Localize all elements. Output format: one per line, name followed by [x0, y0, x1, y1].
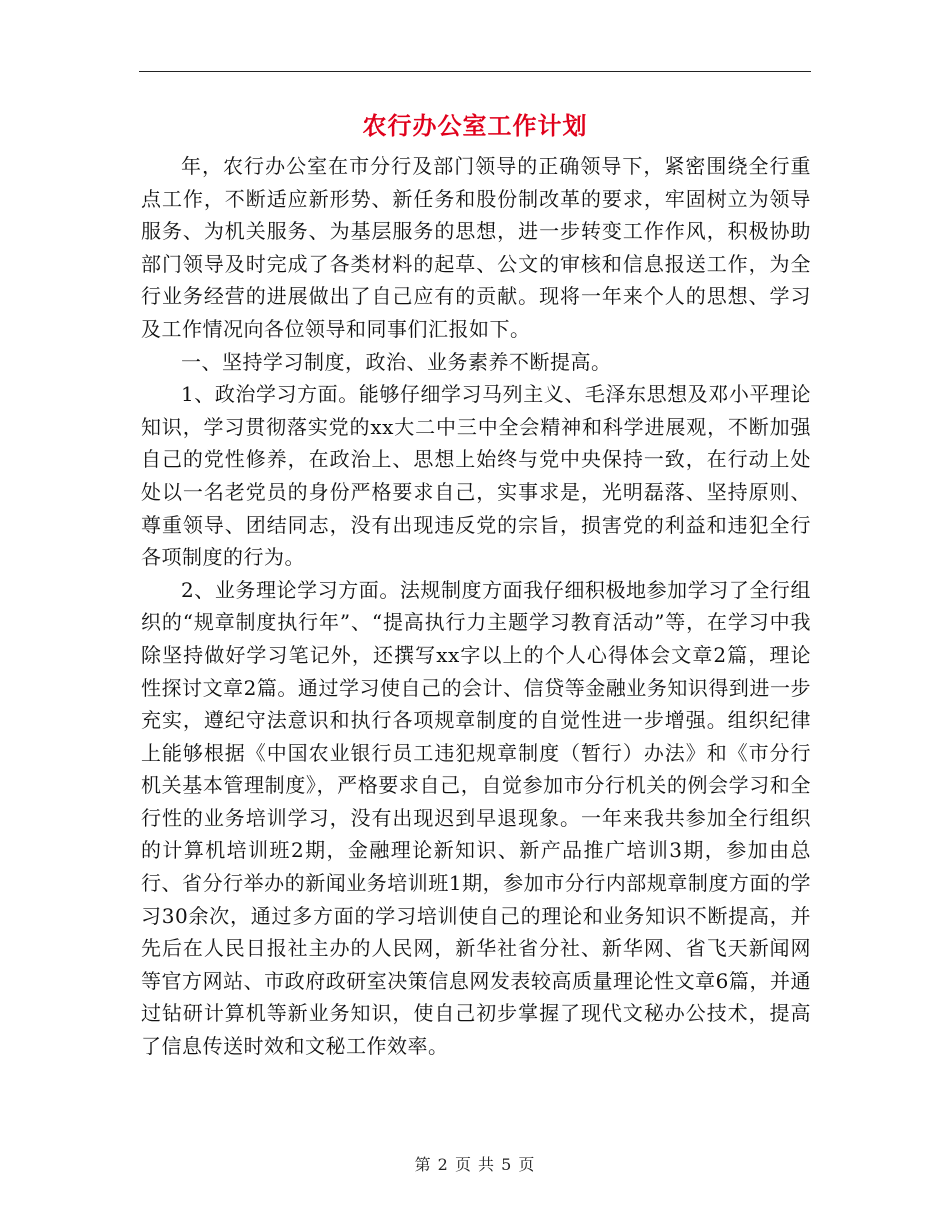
page-number: 第 2 页 共 5 页: [414, 1155, 536, 1174]
header-rule: [139, 71, 811, 72]
paragraph-intro: 年，农行办公室在市分行及部门领导的正确领导下，紧密围绕全行重点工作，不断适应新形势、新任务和股份制改革的要求，牢固树立为领导服务、为机关服务、为基层服务的思想，进一步转变工作作风，积极协助部门领导及时完成了各类材料的起草、公文的审核和信息报送工作，为全行业务经营的进展做出了自己应有的贡献。现将一年来个人的思想、学习及工作情况向各位领导和同事们汇报如下。: [141, 154, 811, 341]
section-heading-1: 一、坚持学习制度，政治、业务素养不断提高。: [181, 349, 612, 374]
document-title: 农行办公室工作计划: [362, 111, 588, 140]
paragraph-business-study: 2、业务理论学习方面。法规制度方面我仔细积极地参加学习了全行组织的“规章制度执行年”、“提高执行力主题学习教育活动”等，在学习中我除坚持做好学习笔记外，还撰写xx字以上的个人心得体会文章2篇，理论性探讨文章2篇。通过学习使自己的会计、信贷等金融业务知识得到进一步充实，遵纪守法意识和执行各项规章制度的自觉性进一步增强。组织纪律上能够根据《中国农业银行员工违犯规章制度（暂行）办法》和《市分行机关基本管理制度》，严格要求自己，自觉参加市分行机关的例会学习和全行性的业务培训学习，没有出现迟到早退现象。一年来我共参加全行组织的计算机培训班2期，金融理论新知识、新产品推广培训3期，参加由总行、省分行举办的新闻业务培训班1期，参加市分行内部规章制度方面的学习30余次，通过多方面的学习培训使自己的理论和业务知识不断提高，并先后在人民日报社主办的人民网，新华社省分社、新华网、省飞天新闻网等官方网站、市政府政研室决策信息网发表较高质量理论性文章6篇，并通过钻研计算机等新业务知识，使自己初步掌握了现代文秘办公技术，提高了信息传送时效和文秘工作效率。: [141, 577, 811, 1059]
document-body: [141, 150, 811, 1063]
paragraph-political-study: 1、政治学习方面。能够仔细学习马列主义、毛泽东思想及邓小平理论知识，学习贯彻落实党的xx大二中三中全会精神和科学进展观，不断加强自己的党性修养，在政治上、思想上始终与党中央保持一致，在行动上处处以一名老党员的身份严格要求自己，实事求是，光明磊落、坚持原则、尊重领导、团结同志，没有出现违反党的宗旨，损害党的利益和违犯全行各项制度的行为。: [141, 382, 811, 570]
